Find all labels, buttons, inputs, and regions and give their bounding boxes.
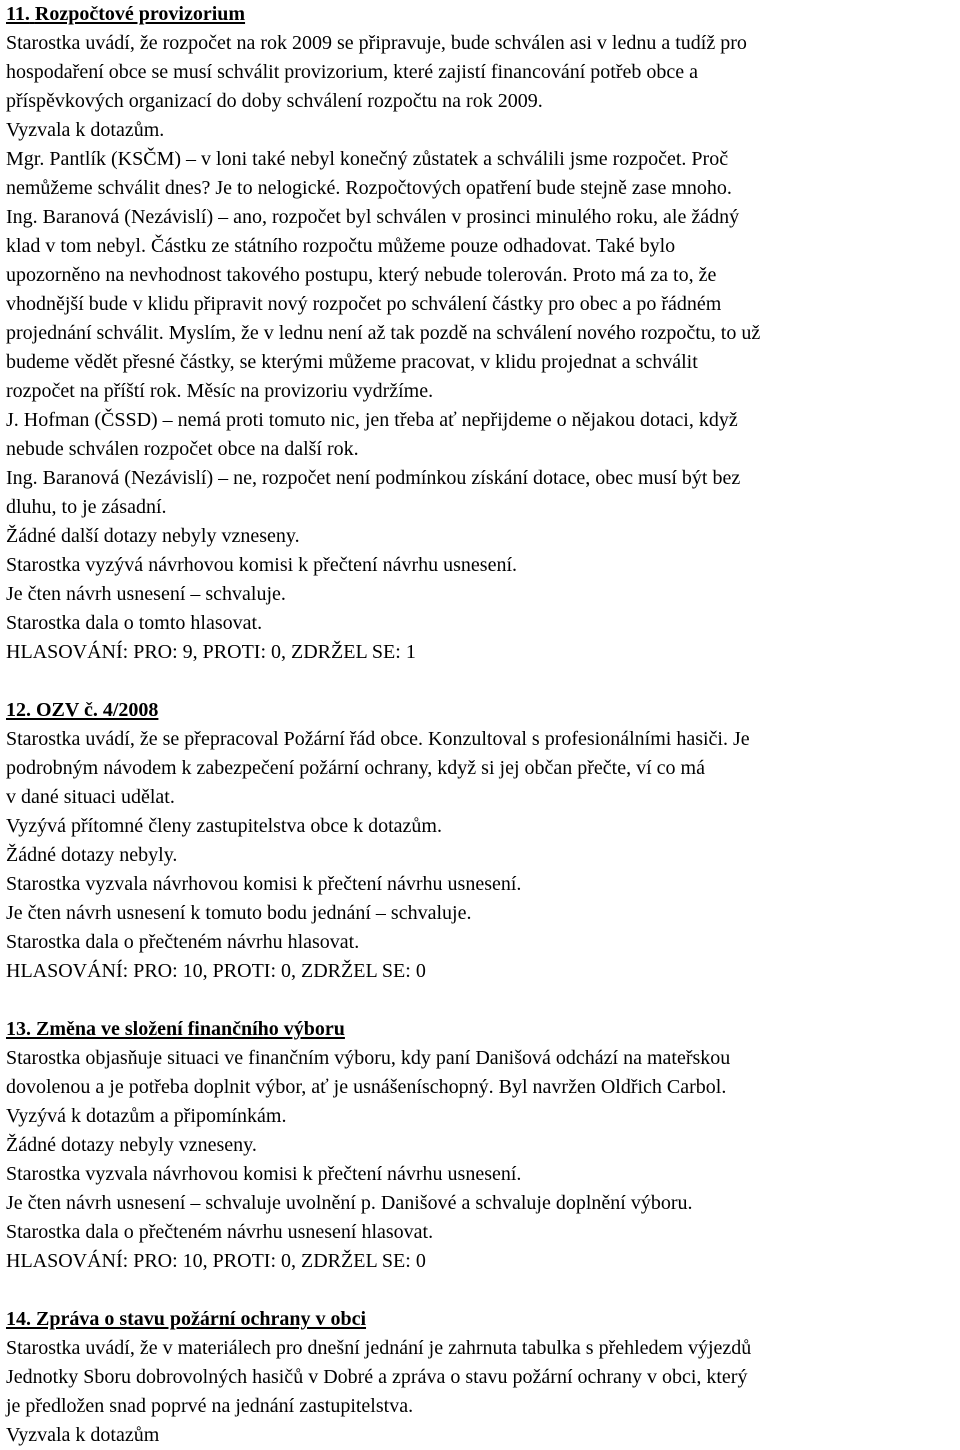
paragraph-line: Žádné dotazy nebyly vzneseny. (6, 1134, 257, 1156)
paragraph-line: klad v tom nebyl. Částku ze státního rozpočtu můžeme pouze odhadovat. Také bylo (6, 235, 676, 257)
spacer (6, 986, 954, 1015)
paragraph-line: upozorněno na nevhodnost takového postupu, který nebude tolerován. Proto má za to, že (6, 264, 717, 286)
paragraph-line: Starostka dala o přečteném návrhu usnesení hlasovat. (6, 1221, 434, 1243)
paragraph-line: Starostka dala o tomto hlasovat. (6, 612, 263, 634)
paragraph-line: Je čten návrh usnesení – schvaluje uvolnění p. Danišové a schvaluje doplnění výboru. (6, 1192, 693, 1214)
section-heading (6, 1015, 954, 1044)
paragraph-line: Starostka vyzvala návrhovou komisi k přečtení návrhu usnesení. (6, 873, 522, 895)
paragraph-line: vhodnější bude v klidu připravit nový rozpočet po schválení částky pro obec a po řádném (6, 293, 722, 315)
paragraph-line: Starostka uvádí, že rozpočet na rok 2009 se připravuje, bude schválen asi v lednu a tudíž pro (6, 32, 747, 54)
paragraph-line: je předložen snad poprvé na jednání zastupitelstva. (6, 1395, 414, 1417)
paragraph-line: Starostka dala o přečteném návrhu hlasovat. (6, 931, 360, 953)
section-heading (6, 696, 954, 725)
paragraph-line: Žádné dotazy nebyly. (6, 844, 178, 866)
document-page (6, 0, 954, 1450)
spacer (6, 667, 954, 696)
section-number: 14. (6, 1308, 31, 1330)
paragraph-line: J. Hofman (ČSSD) – nemá proti tomuto nic, jen třeba ať nepřijdeme o nějakou dotaci, když (6, 409, 738, 431)
paragraph-line: Vyzývá přítomné členy zastupitelstva obce k dotazům. (6, 815, 442, 837)
paragraph-line: budeme vědět přesné částky, se kterými můžeme pracovat, v klidu projednat a schválit (6, 351, 698, 373)
section-title: Rozpočtové provizorium (34, 3, 246, 25)
agenda-item-13 (6, 1015, 954, 1276)
paragraph-line: v dané situaci udělat. (6, 786, 175, 808)
spacer (6, 1276, 954, 1305)
paragraph-line: Jednotky Sboru dobrovolných hasičů v Dobré a zpráva o stavu požární ochrany v obci, který (6, 1366, 748, 1388)
paragraph-line: Starostka uvádí, že v materiálech pro dnešní jednání je zahrnuta tabulka s přehledem výjezdů (6, 1337, 752, 1359)
section-heading (6, 1305, 954, 1334)
paragraph-line: Ing. Baranová (Nezávislí) – ano, rozpočet byl schválen v prosinci minulého roku, ale žádný (6, 206, 740, 228)
section-number: 12. (6, 699, 31, 721)
vote-result: HLASOVÁNÍ: PRO: 10, PROTI: 0, ZDRŽEL SE: 0 (6, 960, 426, 982)
section-number: 11. (6, 3, 30, 25)
paragraph-line: Je čten návrh usnesení k tomuto bodu jednání – schvaluje. (6, 902, 472, 924)
paragraph-line: Starostka vyzývá návrhovou komisi k přečtení návrhu usnesení. (6, 554, 517, 576)
paragraph-line: Starostka uvádí, že se přepracoval Požární řád obce. Konzultoval s profesionálními hasiči. Je (6, 728, 750, 750)
section-title: Zpráva o stavu požární ochrany v obci (36, 1308, 367, 1330)
paragraph-line: Vyzvala k dotazům. (6, 119, 165, 141)
agenda-item-11 (6, 0, 954, 667)
paragraph-line: projednání schválit. Myslím, že v lednu není až tak pozdě na schválení nového rozpočtu, to už (6, 322, 761, 344)
paragraph-line: hospodaření obce se musí schválit provizorium, které zajistí financování potřeb obce a (6, 61, 699, 83)
paragraph-line: Mgr. Pantlík (KSČM) – v loni také nebyl konečný zůstatek a schválili jsme rozpočet. Proč (6, 148, 729, 170)
agenda-item-12 (6, 696, 954, 986)
paragraph-line: rozpočet na příští rok. Měsíc na provizoriu vydržíme. (6, 380, 434, 402)
paragraph-line: Starostka vyzvala návrhovou komisi k přečtení návrhu usnesení. (6, 1163, 522, 1185)
paragraph-line: Žádné další dotazy nebyly vzneseny. (6, 525, 300, 547)
paragraph-line: Vyzvala k dotazům (6, 1424, 160, 1446)
paragraph-line: Starostka objasňuje situaci ve finančním výboru, kdy paní Danišová odchází na mateřskou (6, 1047, 731, 1069)
section-number: 13. (6, 1018, 31, 1040)
paragraph-line: dovolenou a je potřeba doplnit výbor, ať je usnášeníschopný. Byl navržen Oldřich Carbol. (6, 1076, 727, 1098)
section-title: OZV č. 4/2008 (36, 699, 159, 721)
vote-result: HLASOVÁNÍ: PRO: 9, PROTI: 0, ZDRŽEL SE: 1 (6, 641, 416, 663)
section-title: Změna ve složení finančního výboru (36, 1018, 345, 1040)
section-heading (6, 0, 954, 29)
paragraph-line: Vyzývá k dotazům a připomínkám. (6, 1105, 287, 1127)
paragraph-line: nebude schválen rozpočet obce na další rok. (6, 438, 359, 460)
paragraph-line: nemůžeme schválit dnes? Je to nelogické. Rozpočtových opatření bude stejně zase mnoho. (6, 177, 732, 199)
paragraph-line: Ing. Baranová (Nezávislí) – ne, rozpočet není podmínkou získání dotace, obec musí být bez (6, 467, 741, 489)
paragraph-line: podrobným návodem k zabezpečení požární ochrany, když si jej občan přečte, ví co má (6, 757, 705, 779)
paragraph-line: dluhu, to je zásadní. (6, 496, 167, 518)
agenda-item-14 (6, 1305, 954, 1450)
vote-result: HLASOVÁNÍ: PRO: 10, PROTI: 0, ZDRŽEL SE: 0 (6, 1250, 426, 1272)
paragraph-line: příspěvkových organizací do doby schválení rozpočtu na rok 2009. (6, 90, 543, 112)
paragraph-line: Je čten návrh usnesení – schvaluje. (6, 583, 286, 605)
